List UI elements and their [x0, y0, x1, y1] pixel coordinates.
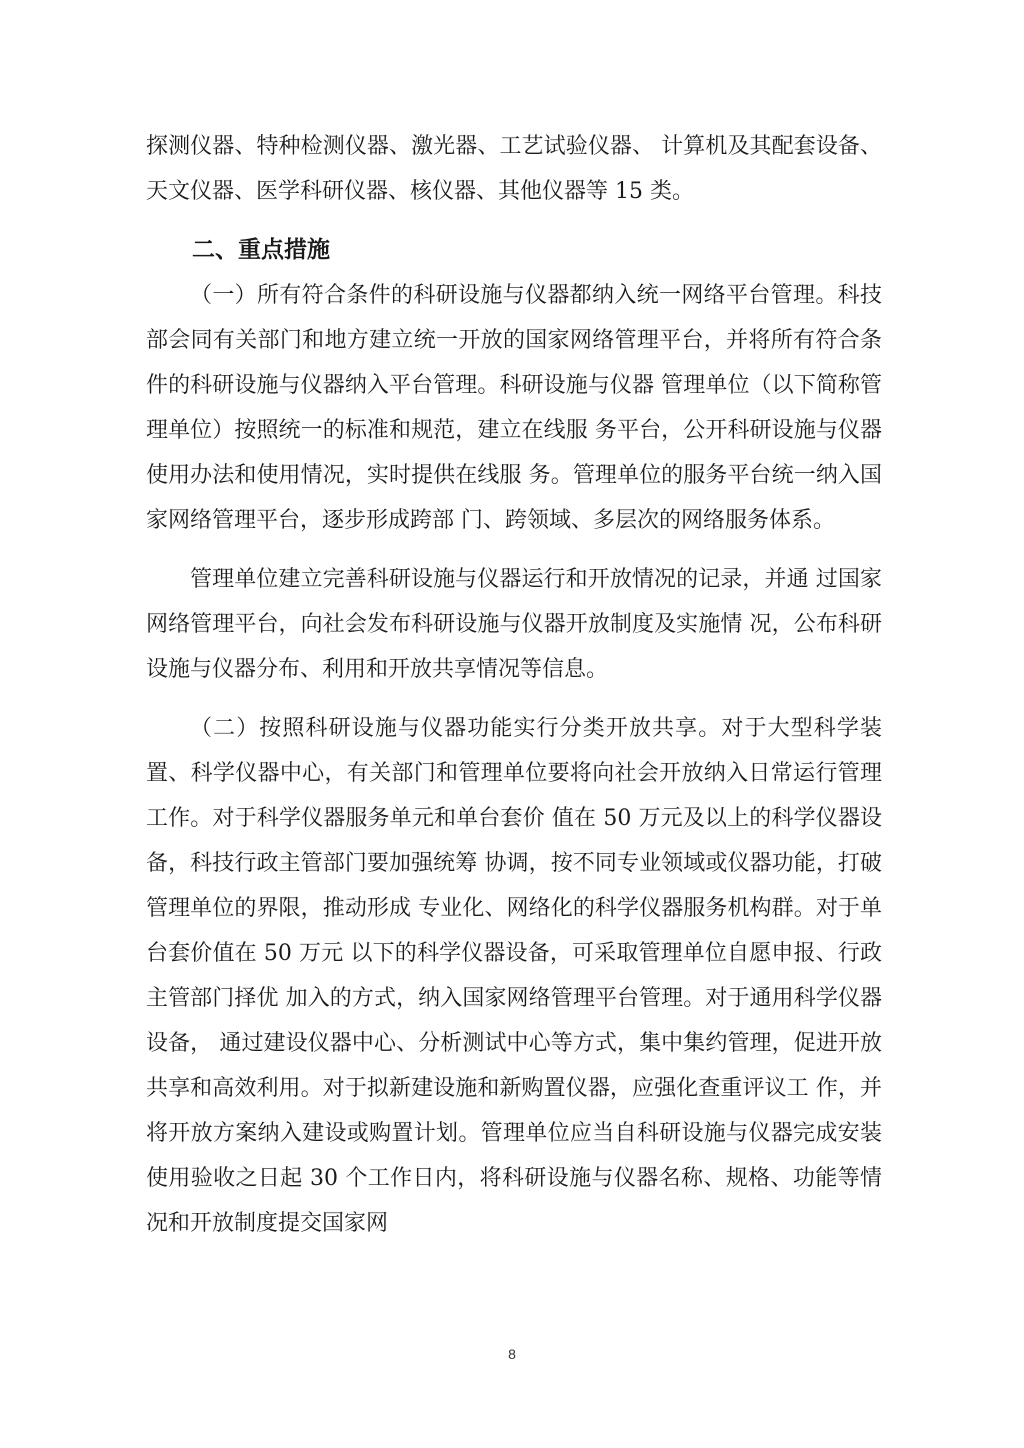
- document-body: [146, 124, 882, 1246]
- paragraph-instrument-categories: 探测仪器、特种检测仪器、激光器、工艺试验仪器、 计算机及其配套设备、天文仪器、医学科研仪器、核仪器、其他仪器等 15 类。: [146, 134, 882, 204]
- page-number: 8: [508, 1346, 516, 1362]
- paragraph-measure-two: （二）按照科研设施与仪器功能实行分类开放共享。对于大型科学装置、科学仪器中心，有关部门和管理单位要将向社会开放纳入日常运行管理工作。对于科学仪器服务单元和单台套价 值在 50 万元及以上的科学仪器设备，科技行政主管部门要加强统筹 协调，按不同专业领域或仪器功能，打破管理单位的界限，推动形成 专业化、网络化的科学仪器服务机构群。对于单台套价值在 50 万元 以下的科学仪器设备，可采取管理单位自愿申报、行政主管部门择优 加入的方式，纳入国家网络管理平台管理。对于通用科学仪器设备， 通过建设仪器中心、分析测试中心等方式，集中集约管理，促进开放 共享和高效利用。对于拟新建设施和新购置仪器，应强化查重评议工 作，并将开放方案纳入建设或购置计划。管理单位应当自科研设施与仪器完成安装使用验收之日起 30 个工作日内，将科研设施与仪器名称、规格、功能等情况和开放制度提交国家网: [146, 716, 882, 1236]
- section-heading-key-measures: 二、重点措施: [192, 237, 330, 263]
- paragraph-measure-one: （一）所有符合条件的科研设施与仪器都纳入统一网络平台管理。科技部会同有关部门和地方建立统一开放的国家网络管理平台，并将所有符合条件的科研设施与仪器纳入平台管理。科研设施与仪器 管理单位（以下简称管理单位）按照统一的标准和规范，建立在线服 务平台，公开科研设施与仪器使用办法和使用情况，实时提供在线服 务。管理单位的服务平台统一纳入国家网络管理平台，逐步形成跨部 门、跨领域、多层次的网络服务体系。: [146, 283, 882, 533]
- paragraph-records-disclosure: 管理单位建立完善科研设施与仪器运行和开放情况的记录，并通 过国家网络管理平台，向社会发布科研设施与仪器开放制度及实施情 况，公布科研设施与仪器分布、利用和开放共享情况等信息。: [146, 567, 882, 682]
